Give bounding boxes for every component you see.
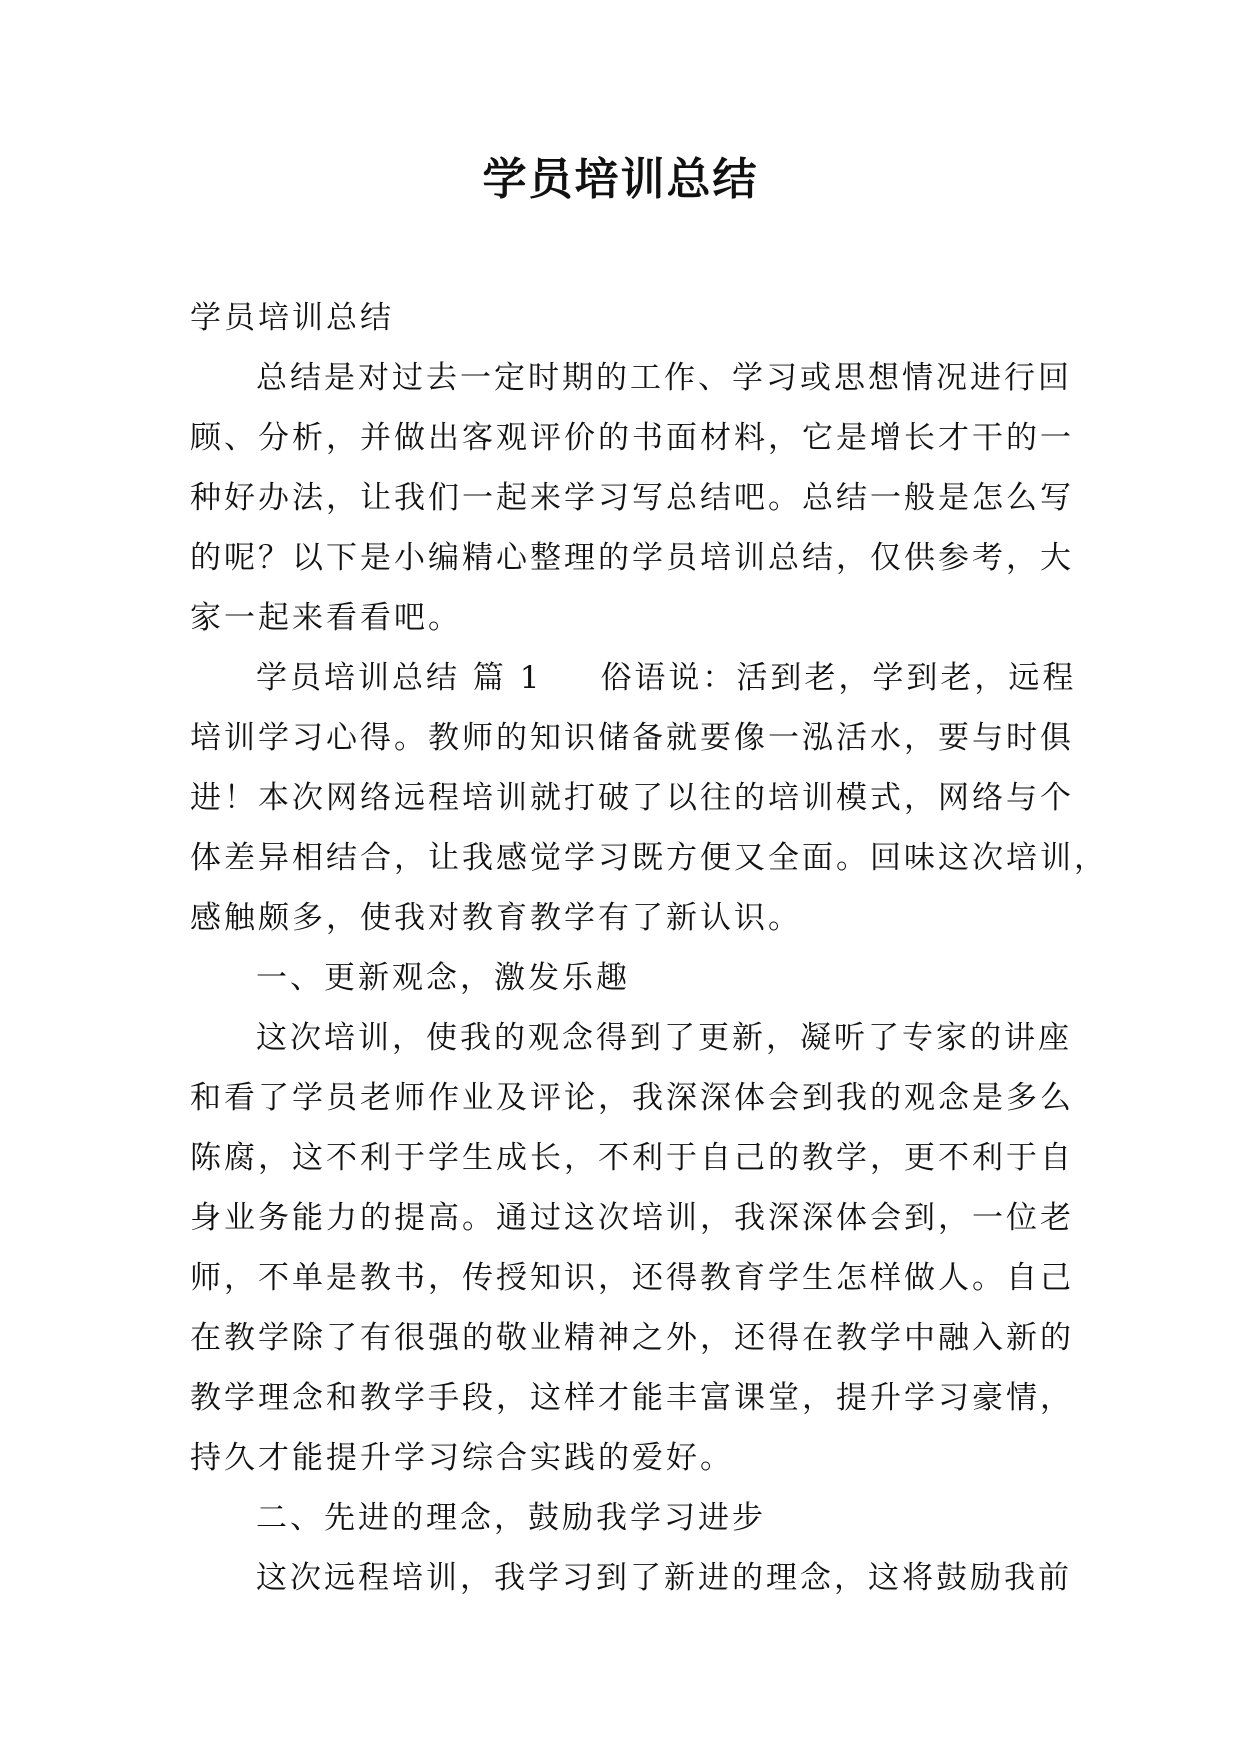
body-line: 陈腐，这不利于学生成长，不利于自己的教学，更不利于自 [190, 1140, 1074, 1176]
body-line-section-heading [190, 648, 1077, 708]
subheading-line: 一、更新观念，激发乐趣 [256, 960, 630, 996]
body-line: 持久才能提升学习综合实践的爱好。 [190, 1440, 734, 1476]
body-line: 顾、分析，并做出客观评价的书面材料，它是增长才干的一 [190, 420, 1074, 456]
body-line: 身业务能力的提高。通过这次培训，我深深体会到，一位老 [190, 1200, 1074, 1236]
body-line: 培训学习心得。教师的知识储备就要像一泓活水，要与时俱 [190, 720, 1074, 756]
body-line: 这次培训，使我的观念得到了更新，凝听了专家的讲座 [256, 1020, 1072, 1056]
body-line: 体差异相结合，让我感觉学习既方便又全面。回味这次培训， [190, 840, 1108, 876]
document-title: 学员培训总结 [482, 154, 759, 205]
body-line: 家一起来看看吧。 [190, 600, 462, 636]
body-line: 感触颇多，使我对教育教学有了新认识。 [190, 900, 802, 936]
body-line: 师，不单是教书，传授知识，还得教育学生怎样做人。自己 [190, 1260, 1074, 1296]
document-body [190, 288, 1108, 1608]
subheading-line: 二、先进的理念，鼓励我学习进步 [256, 1500, 766, 1536]
section-label: 学员培训总结 篇 1 [256, 660, 543, 696]
body-line: 学员培训总结 [190, 300, 394, 336]
body-line: 种好办法，让我们一起来学习写总结吧。总结一般是怎么写 [190, 480, 1074, 516]
body-line: 总结是对过去一定时期的工作、学习或思想情况进行回 [256, 360, 1072, 396]
section-first-text: 俗语说：活到老，学到老，远程 [600, 660, 1077, 696]
body-line: 这次远程培训，我学习到了新进的理念，这将鼓励我前 [256, 1560, 1072, 1596]
body-line: 进！本次网络远程培训就打破了以往的培训模式，网络与个 [190, 780, 1074, 816]
body-line: 的呢？以下是小编精心整理的学员培训总结，仅供参考，大 [190, 540, 1074, 576]
body-line: 和看了学员老师作业及评论，我深深体会到我的观念是多么 [190, 1080, 1074, 1116]
body-line: 教学理念和教学手段，这样才能丰富课堂，提升学习豪情， [190, 1380, 1074, 1416]
body-line: 在教学除了有很强的敬业精神之外，还得在教学中融入新的 [190, 1320, 1074, 1356]
